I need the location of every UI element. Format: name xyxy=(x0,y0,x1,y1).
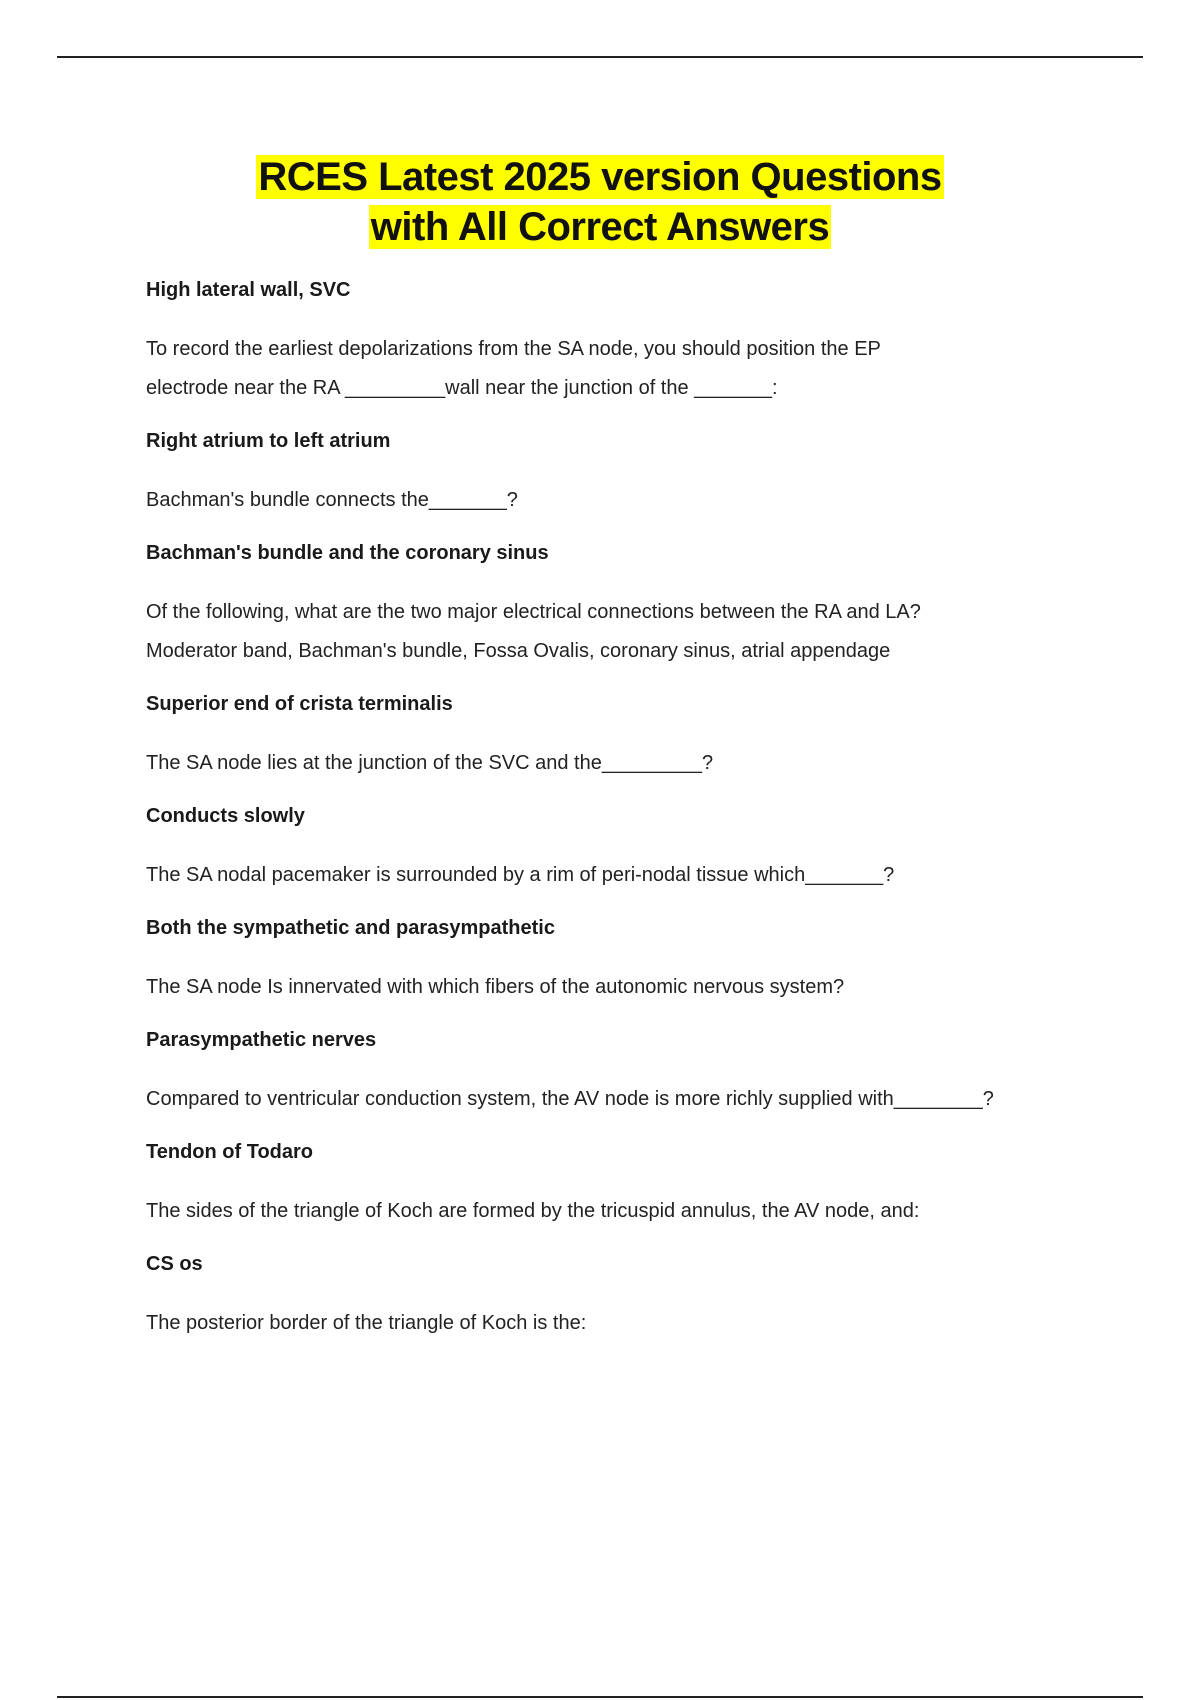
title-line-1: RCES Latest 2025 version Questions xyxy=(258,155,942,199)
answer-text: Parasympathetic nerves xyxy=(146,1029,377,1051)
qa-item xyxy=(146,914,1106,1007)
question-text xyxy=(146,593,1106,671)
question-line: The SA node Is innervated with which fibers of the autonomic nervous system? xyxy=(146,976,845,998)
question-line: To record the earliest depolarizations from the SA node, you should position the EP xyxy=(146,338,881,360)
qa-list xyxy=(146,276,1106,1362)
qa-item xyxy=(146,539,1106,671)
answer-text: CS os xyxy=(146,1253,203,1275)
qa-item xyxy=(146,427,1106,520)
answer-text: Conducts slowly xyxy=(146,805,305,827)
question-line: electrode near the RA _________wall near the junction of the _______: xyxy=(146,377,778,399)
question-text xyxy=(146,1304,1106,1343)
question-text xyxy=(146,1080,1106,1119)
question-line: The SA node lies at the junction of the SVC and the_________? xyxy=(146,752,714,774)
question-text xyxy=(146,744,1106,783)
bottom-rule xyxy=(57,1696,1143,1698)
qa-item xyxy=(146,1138,1106,1231)
question-line: Moderator band, Bachman's bundle, Fossa Ovalis, coronary sinus, atrial appendage xyxy=(146,640,891,662)
answer-text: Both the sympathetic and parasympathetic xyxy=(146,917,555,939)
question-line: Compared to ventricular conduction system, the AV node is more richly supplied with________? xyxy=(146,1088,994,1110)
answer-text: Tendon of Todaro xyxy=(146,1141,314,1163)
title-line-2: with All Correct Answers xyxy=(370,205,830,249)
question-line: The posterior border of the triangle of Koch is the: xyxy=(146,1312,587,1334)
answer-text: Bachman's bundle and the coronary sinus xyxy=(146,542,549,564)
question-text xyxy=(146,1192,1106,1231)
question-text xyxy=(146,330,1106,408)
question-text xyxy=(146,856,1106,895)
qa-item xyxy=(146,802,1106,895)
qa-item xyxy=(146,1026,1106,1119)
answer-text: High lateral wall, SVC xyxy=(146,279,351,301)
question-line: The SA nodal pacemaker is surrounded by a rim of peri-nodal tissue which_______? xyxy=(146,864,895,886)
top-rule xyxy=(57,56,1143,58)
answer-text: Superior end of crista terminalis xyxy=(146,693,453,715)
question-line: Of the following, what are the two major electrical connections between the RA and LA? xyxy=(146,601,921,623)
qa-item xyxy=(146,276,1106,408)
question-line: Bachman's bundle connects the_______? xyxy=(146,489,518,511)
question-text xyxy=(146,968,1106,1007)
document-title xyxy=(0,152,1200,252)
qa-item xyxy=(146,1250,1106,1343)
question-text xyxy=(146,481,1106,520)
answer-text: Right atrium to left atrium xyxy=(146,430,391,452)
qa-item xyxy=(146,690,1106,783)
question-line: The sides of the triangle of Koch are formed by the tricuspid annulus, the AV node, and: xyxy=(146,1200,920,1222)
